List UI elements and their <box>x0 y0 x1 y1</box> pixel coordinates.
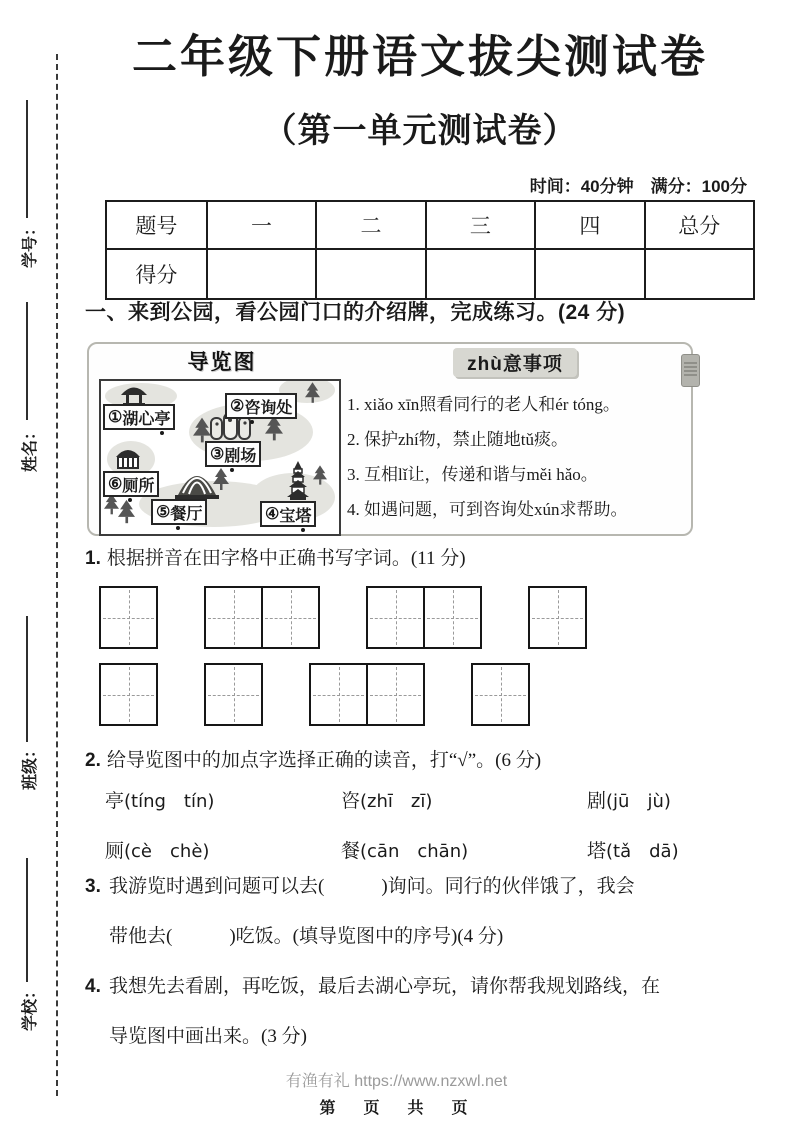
toilet-icon <box>115 446 141 471</box>
park-map <box>99 346 345 536</box>
score-empty-cell <box>535 249 644 299</box>
tian-writing-grid <box>204 586 320 649</box>
question-3-number: 3. <box>85 876 101 897</box>
map-label-lake-pavilion: ① 湖心 亭 <box>103 404 175 430</box>
student-id-label: 学号： <box>21 219 39 268</box>
location-number: ⑤ <box>156 504 171 521</box>
student-id-blank-line <box>26 100 28 218</box>
tian-writing-grid <box>99 586 158 649</box>
tree-icon <box>118 499 135 524</box>
tree-icon <box>313 465 327 485</box>
notice-item: 2. 保护zhí物，禁止随地tǔ痰。 <box>347 430 568 449</box>
tian-writing-grid <box>204 663 263 726</box>
question-4 <box>85 962 660 1062</box>
paper-clip-icon <box>681 354 700 387</box>
watermark-text: 有渔有礼 https://www.nzxwl.net <box>285 1073 508 1090</box>
question-3 <box>85 862 635 962</box>
section-one-heading: 一、来到公园，看公园门口的介绍牌，完成练习。(24 分) <box>85 301 626 324</box>
location-number: ③ <box>210 446 225 463</box>
tian-writing-grid <box>309 663 425 726</box>
map-label-restaurant: ⑤ 餐 厅 <box>151 499 207 525</box>
notice-board <box>347 348 683 527</box>
map-label-theater: ③ 剧 场 <box>205 441 261 467</box>
question-3-text: 我游览时遇到问题可以去( )询问。同行的伙伴饿了，我会 带他去( )吃饭。(填导览图中的序号)(4 分) <box>109 876 635 947</box>
tian-cell <box>311 665 366 724</box>
question-1-number: 1. <box>85 548 101 569</box>
notice-list <box>347 387 683 527</box>
score-table-score-row <box>106 249 754 299</box>
question-2-number: 2. <box>85 750 101 771</box>
pinyin-option-ta: 塔(tǎ dā) <box>587 841 679 862</box>
tian-cell <box>366 665 423 724</box>
pinyin-choice-grid <box>105 786 679 863</box>
tian-cell <box>530 588 585 647</box>
paper-content <box>85 0 755 1122</box>
tian-cell <box>206 665 261 724</box>
pinyin-option-ting: 亭(tíng tín) <box>105 791 215 812</box>
tree-icon <box>305 382 320 403</box>
tian-cell <box>206 588 261 647</box>
score-table-cell: 总分 <box>645 201 754 249</box>
school-label: 学校： <box>21 982 39 1031</box>
pinyin-option-zi: 咨(zhī zī) <box>341 791 433 812</box>
location-number: ④ <box>265 506 280 523</box>
tree-icon <box>213 467 229 491</box>
tian-writing-grid <box>528 586 587 649</box>
tian-cell <box>101 588 156 647</box>
score-empty-cell <box>207 249 316 299</box>
tian-cell <box>473 665 528 724</box>
score-empty-cell <box>316 249 425 299</box>
score-empty-cell <box>426 249 535 299</box>
tree-icon <box>193 417 211 443</box>
score-table-cell: 二 <box>316 201 425 249</box>
tian-grid-row-1 <box>99 586 587 649</box>
score-table-header-row <box>106 201 754 249</box>
question-2-heading: 2. 给导览图中的加点字选择正确的读音，打“√”。(6 分) <box>85 750 542 771</box>
map-label-pagoda: ④ 宝 塔 <box>260 501 316 527</box>
question-4-text: 我想先去看剧，再吃饭，最后去湖心亭玩，请你帮我规划路线，在 导览图中画出来。(3 分) <box>109 976 661 1047</box>
time-score-info: 时间：40分钟 满分：100分 <box>529 177 747 196</box>
map-label-toilet: ⑥ 厕 所 <box>103 471 159 497</box>
score-table-cell: 四 <box>535 201 644 249</box>
pinyin-option-can: 餐(cān chān) <box>341 841 469 862</box>
name-label: 姓名： <box>21 423 39 472</box>
score-table-cell: 题号 <box>106 201 207 249</box>
page-subtitle: （第一单元测试卷） <box>262 112 578 150</box>
pinyin-option-ju: 剧(jū jù) <box>587 791 671 812</box>
score-label-cell: 得分 <box>106 249 207 299</box>
class-blank-line <box>26 616 28 742</box>
map-title: 导览图 <box>187 351 257 374</box>
tian-cell <box>423 588 480 647</box>
name-blank-line <box>26 302 28 420</box>
score-table <box>105 200 755 300</box>
location-number: ⑥ <box>108 476 123 493</box>
score-table-cell: 一 <box>207 201 316 249</box>
tian-cell <box>368 588 423 647</box>
tian-writing-grid <box>366 586 482 649</box>
score-empty-cell <box>645 249 754 299</box>
seal-dashed-line <box>56 54 58 1096</box>
notice-item: 1. xiǎo xīn照看同行的老人和ér tóng。 <box>347 395 620 414</box>
school-blank-line <box>26 858 28 982</box>
park-intro-panel <box>87 342 693 536</box>
notice-item: 4. 如遇问题，可到咨询处xún求帮助。 <box>347 500 628 519</box>
location-number: ② <box>230 398 245 415</box>
tian-grid-row-2 <box>99 663 530 726</box>
tian-writing-grid <box>99 663 158 726</box>
notice-item: 3. 互相lǐ让，传递和谐与měi hǎo。 <box>347 465 598 484</box>
page-title: 二年级下册语文拔尖测试卷 <box>131 31 708 82</box>
tian-writing-grid <box>471 663 530 726</box>
tian-cell <box>261 588 318 647</box>
class-label: 班级： <box>21 741 39 790</box>
question-1-heading: 1. 根据拼音在田字格中正确书写字词。(11 分) <box>85 548 466 569</box>
map-label-info-desk: ② 咨 询处 <box>225 393 297 419</box>
pinyin-option-ce: 厕(cè chè) <box>105 841 210 862</box>
question-4-number: 4. <box>85 976 101 997</box>
page-number-label: 第 页 共 页 <box>319 1100 474 1117</box>
score-table-cell: 三 <box>426 201 535 249</box>
tian-cell <box>101 665 156 724</box>
map-canvas <box>99 379 341 536</box>
pavilion-icon <box>119 385 149 406</box>
pagoda-icon <box>285 461 311 501</box>
notice-title: zhù意事项 <box>453 348 577 377</box>
location-number: ① <box>108 409 123 426</box>
